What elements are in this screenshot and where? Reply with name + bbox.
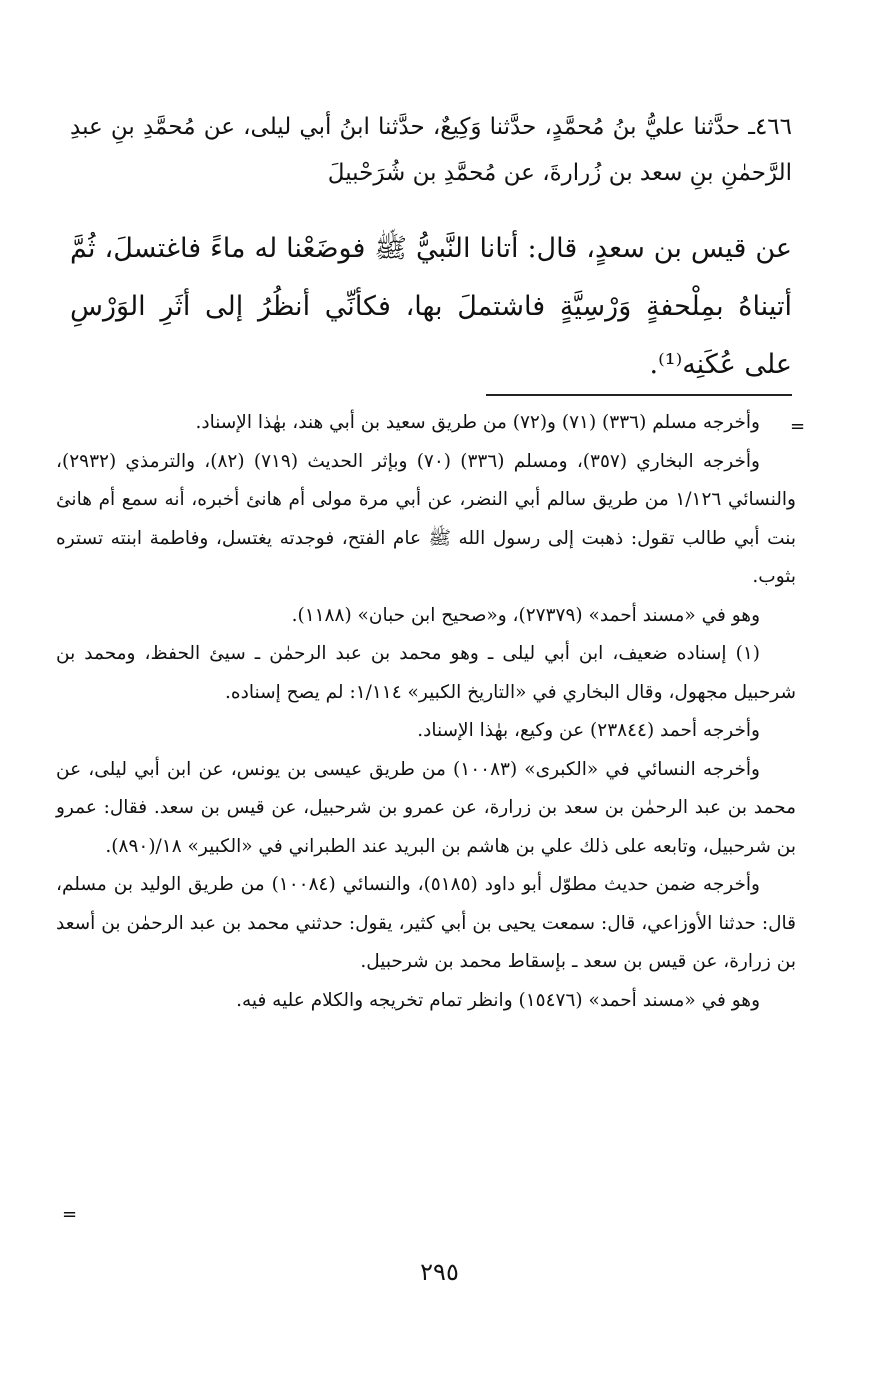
footnote-paragraph: وأخرجه النسائي في «الكبرى» (١٠٠٨٣) من طريق عيسى بن يونس، عن ابن أبي ليلى، عن محمد بن عبد الرحمٰن بن سعد بن زرارة، عن عمرو بن شرحبيل، عن قيس بن سعد. فقال: عمرو بن شرحبيل، وتابعه على ذلك علي بن هاشم بن البريد عند الطبراني في «الكبير» ١٨/(٨٩٠). <box>56 758 796 857</box>
hadith-chain-of-narration: ٤٦٦ـ حدَّثنا عليُّ بنُ مُحمَّدٍ، حدَّثنا وَكِيعٌ، حدَّثنا ابنُ أبي ليلى، عن مُحمَّدِ بنِ عبدِ الرَّحمٰنِ بنِ سعد بن زُرارةَ، عن مُحمَّدِ بن شُرَحْبيلَ <box>70 114 792 186</box>
continuation-mark-top: = <box>790 416 806 437</box>
footnote-paragraph: وأخرجه أحمد (٢٣٨٤٤) عن وكيع، بهٰذا الإسناد. <box>417 720 760 741</box>
footnote-paragraph: وأخرجه ضمن حديث مطوّل أبو داود (٥١٨٥)، والنسائي (١٠٠٨٤) من طريق الوليد بن مسلم، قال: حدثنا الأوزاعي، قال: سمعت يحيى بن أبي كثير، يقول: حدثني محمد بن عبد الرحمٰن بن أسعد بن زرارة، عن قيس بن سعد ـ بإسقاط محمد بن شرحبيل. <box>56 874 796 972</box>
page-number: ٢٩٥ <box>420 1258 459 1286</box>
footnote-separator-line <box>486 394 792 396</box>
footnote-paragraph: وأخرجه مسلم (٣٣٦) (٧١) و(٧٢) من طريق سعيد بن أبي هند، بهٰذا الإسناد. <box>195 412 760 433</box>
footnote-paragraph: وهو في «مسند أحمد» (٢٧٣٧٩)، و«صحيح ابن حبان» (١١٨٨). <box>291 604 760 626</box>
hadith-text: عن قيس بن سعدٍ، قال: أتانا النَّبيُّ ﷺ فوضَعْنا له ماءً فاغتسلَ، ثُمَّ أتيناهُ بمِلْحفةٍ وَرْسِيَّةٍ فاشتملَ بها، فكأنِّي أنظُرُ إلى أثَرِ الوَرْسِ على عُكَنِه⁽¹⁾. <box>70 233 792 380</box>
footnote-paragraph: وأخرجه البخاري (٣٥٧)، ومسلم (٣٣٦) (٧٠) وبإثر الحديث (٧١٩) (٨٢)، والترمذي (٢٩٣٢)، والنسائي ١/١٢٦ من طريق سالم أبي النضر، عن أبي مرة مولى أم هانئ أخبره، أنه سمع أم هانئ بنت أبي طالب تقول: ذهبت إلى رسول الله ﷺ عام الفتح، فوجدته يغتسل، وفاطمة ابنته تستره بثوب. <box>56 450 796 587</box>
continuation-mark-bottom: = <box>62 1204 78 1225</box>
footnote-paragraph: وهو في «مسند أحمد» (١٥٤٧٦) وانظر تمام تخريجه والكلام عليه فيه. <box>236 989 760 1011</box>
footnote-1-paragraph: (١) إسناده ضعيف، ابن أبي ليلى ـ وهو محمد بن عبد الرحمٰن ـ سيئ الحفظ، ومحمد بن شرحبيل مجهول، وقال البخاري في «التاريخ الكبير» ١/١١٤: لم يصح إسناده. <box>56 643 796 703</box>
footnotes-section <box>56 404 796 1020</box>
